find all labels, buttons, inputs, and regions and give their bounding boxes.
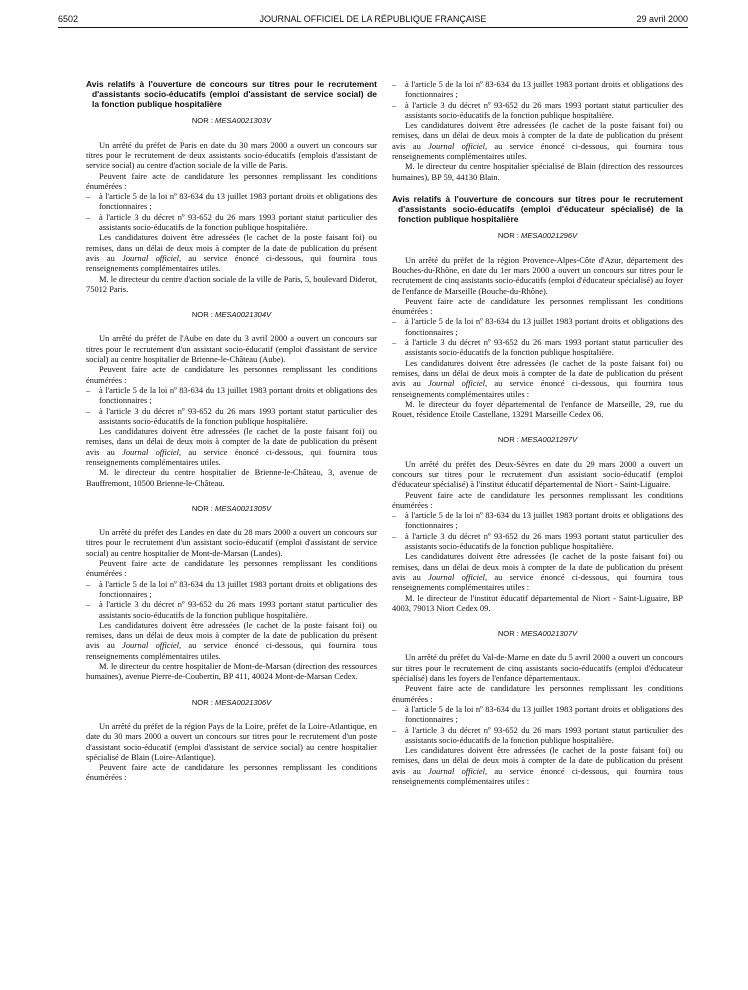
notice-paragraph: Un arrêté du préfet des Landes en date du 28 mars 2000 a ouvert un concours sur titres pour le recrutement d'un assistant socio-éducatif (emploi d'assistant de service social) au centre hospitalier de Mont-de-Marsan (Landes). [86,527,377,558]
notice-paragraph: Un arrêté du préfet de l'Aube en date du 3 avril 2000 a ouvert un concours sur titres pour le recrutement d'un assistant socio-éducatif (emploi d'assistant de service social) au centre hospitalier de Brienne-le-Château (Aube). [86,333,377,365]
notice-address: M. le directeur du centre hospitalier de Brienne-le-Château, 3, avenue de Bauffremont, 10500 Brienne-le-Château. [86,467,377,488]
notice-paragraph: Les candidatures doivent être adressées (le cachet de la poste faisant foi) ou remises, dans un délai de deux mois à compter de la date de publication du présent avis au Journal officiel, au service énoncé ci-dessous, qui fournira tous renseignements complémentaires utiles : [392,357,683,399]
notice-address: M. le directeur du foyer départemental de l'enfance de Marseille, 29, rue du Rouet, résidence Etoile Castellane, 13291 Marseille Cedex 06. [392,398,683,420]
notice-paragraph: Un arrêté du préfet de la région Pays de la Loire, préfet de la Loire-Atlantique, en date du 30 mars 2000 a ouvert un concours sur titres pour le recrutement d'un poste d'assistant socio-éducatif (emploi d'assistant de service social) au centre hospitalier spécialisé de Blain (Loire-Atlantique). [86,720,377,762]
journal-title: JOURNAL OFFICIEL DE LA RÉPUBLIQUE FRANÇAISE [259,14,487,24]
nor-reference: NOR : MESA0021307V [497,629,578,639]
condition-item: – à l'article 3 du décret nº 93-652 du 26 mars 1993 portant statut particulier des assistants socio-éducatifs de la fonction publique hospitalière. [86,211,377,233]
notice-paragraph: Les candidatures doivent être adressées (le cachet de la poste faisant foi) ou remises, dans un délai de deux mois à compter de la date de publication du présent avis au Journal officiel, au service énoncé ci-dessous, qui fournira tous renseignements complémentaires utiles : [392,551,683,593]
notice-paragraph: Les candidatures doivent être adressées (le cachet de la poste faisant foi) ou remises, dans un délai de deux mois à compter de la date de publication du présent avis au Journal officiel, au service énoncé ci-dessous, qui fournira tous renseignements complémentaires utiles : [392,745,683,787]
condition-item: – à l'article 5 de la loi nº 83-634 du 13 juillet 1983 portant droits et obligations des fonctionnaires ; [392,510,683,531]
section-title: Avis relatifs à l'ouverture de concours sur titres pour le recrutement d'assistants socio-éducatifs (emploi d'éducateur spécialisé) de la fonction publique hospitalière [392,193,683,224]
notice-address: M. le directeur de l'institut éducatif départemental de Niort - Saint-Liguaire, BP 4003, 79013 Niort Cedex 09. [392,592,683,613]
notice-paragraph: Peuvent faire acte de candidature les personnes remplissant les conditions énumérées : [86,364,377,385]
condition-item: – à l'article 5 de la loi nº 83-634 du 13 juillet 1983 portant droits et obligations des fonctionnaires ; [392,79,683,100]
nor-reference: NOR : MESA0021304V [191,310,272,320]
issue-date: 29 avril 2000 [636,14,688,24]
condition-item: – à l'article 3 du décret nº 93-652 du 26 mars 1993 portant statut particulier des assistants socio-éducatifs de la fonction publique hospitalière. [392,99,683,120]
notice-address: M. le directeur du centre hospitalier spécialisé de Blain (direction des ressources humaines), BP 59, 44130 Blain. [392,161,683,182]
notice-paragraph: Peuvent faire acte de candidature les personnes remplissant les conditions énumérées : [392,683,683,704]
notice-paragraph: Peuvent faire acte de candidature les personnes remplissant les conditions énumérées : [392,295,683,317]
notice-paragraph: Peuvent faire acte de candidature les personnes remplissant les conditions énumérées : [86,558,377,579]
page-number: 6502 [58,14,79,24]
notice-paragraph: Les candidatures doivent être adressées (le cachet de la poste faisant foi) ou remises, dans un délai de deux mois à compter de la date de publication du présent avis au Journal officiel, au service énoncé ci-dessous, qui fournira tous renseignements complémentaires utiles. [86,232,377,274]
notice-paragraph: Un arrêté du préfet de Paris en date du 30 mars 2000 a ouvert un concours sur titres pour le recrutement de deux assistants socio-éducatifs (emplois d'assistant de service social) au centre d'action sociale de la ville de Paris. [86,139,377,171]
condition-item: – à l'article 3 du décret nº 93-652 du 26 mars 1993 portant statut particulier des assistants socio-éducatifs de la fonction publique hospitalière. [392,724,683,745]
notice-address: M. le directeur du centre d'action sociale de la ville de Paris, 5, boulevard Diderot, 75012 Paris. [86,273,377,294]
condition-item: – à l'article 5 de la loi nº 83-634 du 13 juillet 1983 portant droits et obligations des fonctionnaires ; [86,384,377,406]
notice-paragraph: Peuvent faire acte de candidature les personnes remplissant les conditions énumérées : [86,170,377,191]
condition-item: – à l'article 5 de la loi nº 83-634 du 13 juillet 1983 portant droits et obligations des fonctionnaires ; [86,191,377,212]
left-column [86,80,377,783]
condition-item: – à l'article 5 de la loi nº 83-634 du 13 juillet 1983 portant droits et obligations des fonctionnaires ; [86,578,377,599]
notice-paragraph: Un arrêté du préfet du Val-de-Marne en date du 5 avril 2000 a ouvert un concours sur titres pour le recrutement de cinq assistants socio-éducatifs (emploi d'éducateur spécialisé) dans les foyers de l'enfance départementaux. [392,652,683,684]
condition-item: – à l'article 5 de la loi nº 83-634 du 13 juillet 1983 portant droits et obligations des fonctionnaires ; [392,316,683,337]
condition-item: – à l'article 3 du décret nº 93-652 du 26 mars 1993 portant statut particulier des assistants socio-éducatifs de la fonction publique hospitalière. [86,405,377,426]
notice-paragraph: Un arrêté du préfet des Deux-Sèvres en date du 29 mars 2000 a ouvert un concours sur titres pour le recrutement d'un assistant socio-éducatif (emploi d'éducateur spécialisé) à l'institut éducatif départemental de Niort - Saint-Liguaire. [392,458,683,490]
notice-paragraph: Peuvent faire acte de candidature les personnes remplissant les conditions énumérées : [392,489,683,510]
section-title: Avis relatifs à l'ouverture de concours sur titres pour le recrutement d'assistants socio-éducatifs (emploi d'assistant de service social) de la fonction publique hospitalière [86,79,377,109]
condition-item: – à l'article 3 du décret nº 93-652 du 26 mars 1993 portant statut particulier des assistants socio-éducatifs de la fonction publique hospitalière. [86,599,377,620]
condition-item: – à l'article 3 du décret nº 93-652 du 26 mars 1993 portant statut particulier des assistants socio-éducatifs de la fonction publique hospitalière. [392,337,683,358]
header-rule [58,27,688,28]
nor-reference: NOR : MESA0021306V [191,697,272,707]
right-column [392,79,683,786]
page-header [58,14,688,28]
notice-paragraph: Les candidatures doivent être adressées (le cachet de la poste faisant foi) ou remises, dans un délai de deux mois à compter de la date de publication du présent avis au Journal officiel, au service énoncé ci-dessous, qui fournira tous renseignements complémentaires utiles. [86,619,377,661]
notice-paragraph: Un arrêté du préfet de la région Provence-Alpes-Côte d'Azur, département des Bouches-du-Rhône, en date du 1er mars 2000 a ouvert un concours sur titres pour le recrutement de cinq assistants socio-éducatifs (emploi d'éducateur spécialisé) au foyer de l'enfance de Marseille (Bouche-du-Rhône). [392,254,683,296]
notice-address: M. le directeur du centre hospitalier de Mont-de-Marsan (direction des ressources humaines), avenue Pierre-de-Coubertin, BP 411, 40024 Mont-de-Marsan Cedex. [86,661,377,682]
condition-item: – à l'article 3 du décret nº 93-652 du 26 mars 1993 portant statut particulier des assistants socio-éducatifs de la fonction publique hospitalière. [392,530,683,552]
nor-reference: NOR : MESA0021305V [191,503,272,513]
condition-item: – à l'article 5 de la loi nº 83-634 du 13 juillet 1983 portant droits et obligations des fonctionnaires ; [392,703,683,725]
nor-reference: NOR : MESA0021303V [191,116,272,126]
nor-reference: NOR : MESA0021296V [497,231,578,241]
notice-paragraph: Peuvent faire acte de candidature les personnes remplissant les conditions énumérées : [86,762,377,783]
notice-paragraph: Les candidatures doivent être adressées (le cachet de la poste faisant foi) ou remises, dans un délai de deux mois à compter de la date de publication du présent avis au Journal officiel, au service énoncé ci-dessous, qui fournira tous renseignements complémentaires utiles. [86,426,377,467]
notice-paragraph: Les candidatures doivent être adressées (le cachet de la poste faisant foi) ou remises, dans un délai de deux mois à compter de la date de publication du présent avis au Journal officiel, au service énoncé ci-dessous, qui fournira tous renseignements complémentaires utiles. [392,120,683,162]
nor-reference: NOR : MESA0021297V [497,435,578,445]
